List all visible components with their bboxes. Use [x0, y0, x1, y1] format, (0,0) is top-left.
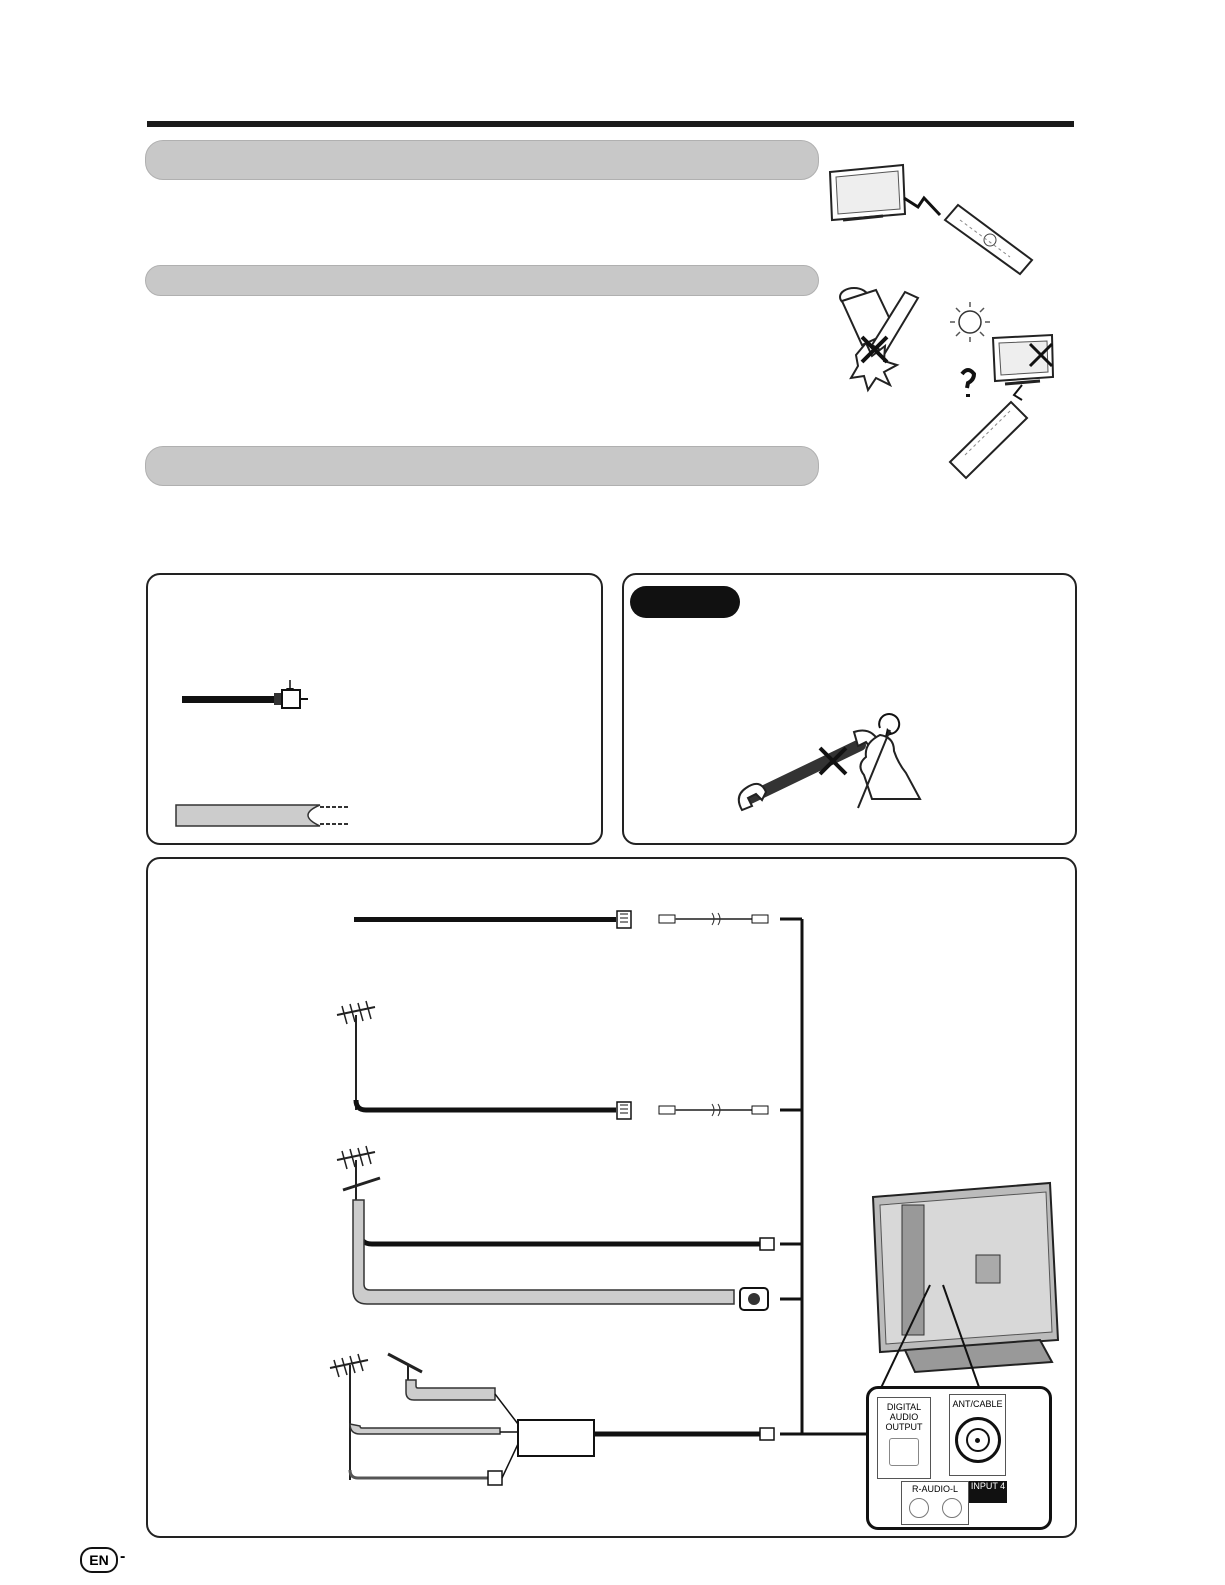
language-badge: EN	[80, 1547, 118, 1573]
coax-cable-icon	[350, 1470, 488, 1478]
hand-icon	[858, 714, 920, 808]
coax-cable-icon	[182, 680, 308, 708]
coax-cable-icon	[360, 1232, 774, 1250]
optical-jack-icon	[889, 1438, 919, 1466]
audio-l-jack-icon	[942, 1498, 962, 1518]
coax-jack-icon	[955, 1417, 1001, 1463]
antenna-icon	[337, 1001, 375, 1110]
twin-lead-cable-icon	[353, 1200, 768, 1310]
audio-r-jack-icon	[909, 1498, 929, 1518]
page-number-dash: -	[120, 1548, 126, 1565]
twin-lead-cable-icon	[350, 1424, 500, 1434]
combiner-box	[518, 1420, 594, 1456]
r-audio-l-label: R-AUDIO-L	[911, 1484, 958, 1494]
twin-lead-cable-icon	[406, 1380, 495, 1400]
digital-audio-output-port	[877, 1397, 931, 1479]
ant-cable-port[interactable]	[949, 1394, 1006, 1476]
tv-rear-icon	[873, 1183, 1058, 1390]
antenna-icon	[330, 1354, 422, 1480]
twin-lead-cable-icon	[176, 805, 348, 826]
coax-cable-icon	[354, 911, 768, 928]
combiner-wires	[495, 1394, 518, 1478]
coax-cable-icon	[356, 1100, 768, 1119]
digital-audio-output-label: DIGITAL AUDIO OUTPUT	[885, 1402, 923, 1432]
wrench-icon	[739, 731, 880, 811]
terminal-panel	[866, 1386, 1052, 1530]
input4-badge: INPUT 4	[969, 1481, 1007, 1503]
ant-cable-label: ANT/CABLE	[952, 1399, 1003, 1409]
audio-input-ports	[901, 1481, 969, 1525]
